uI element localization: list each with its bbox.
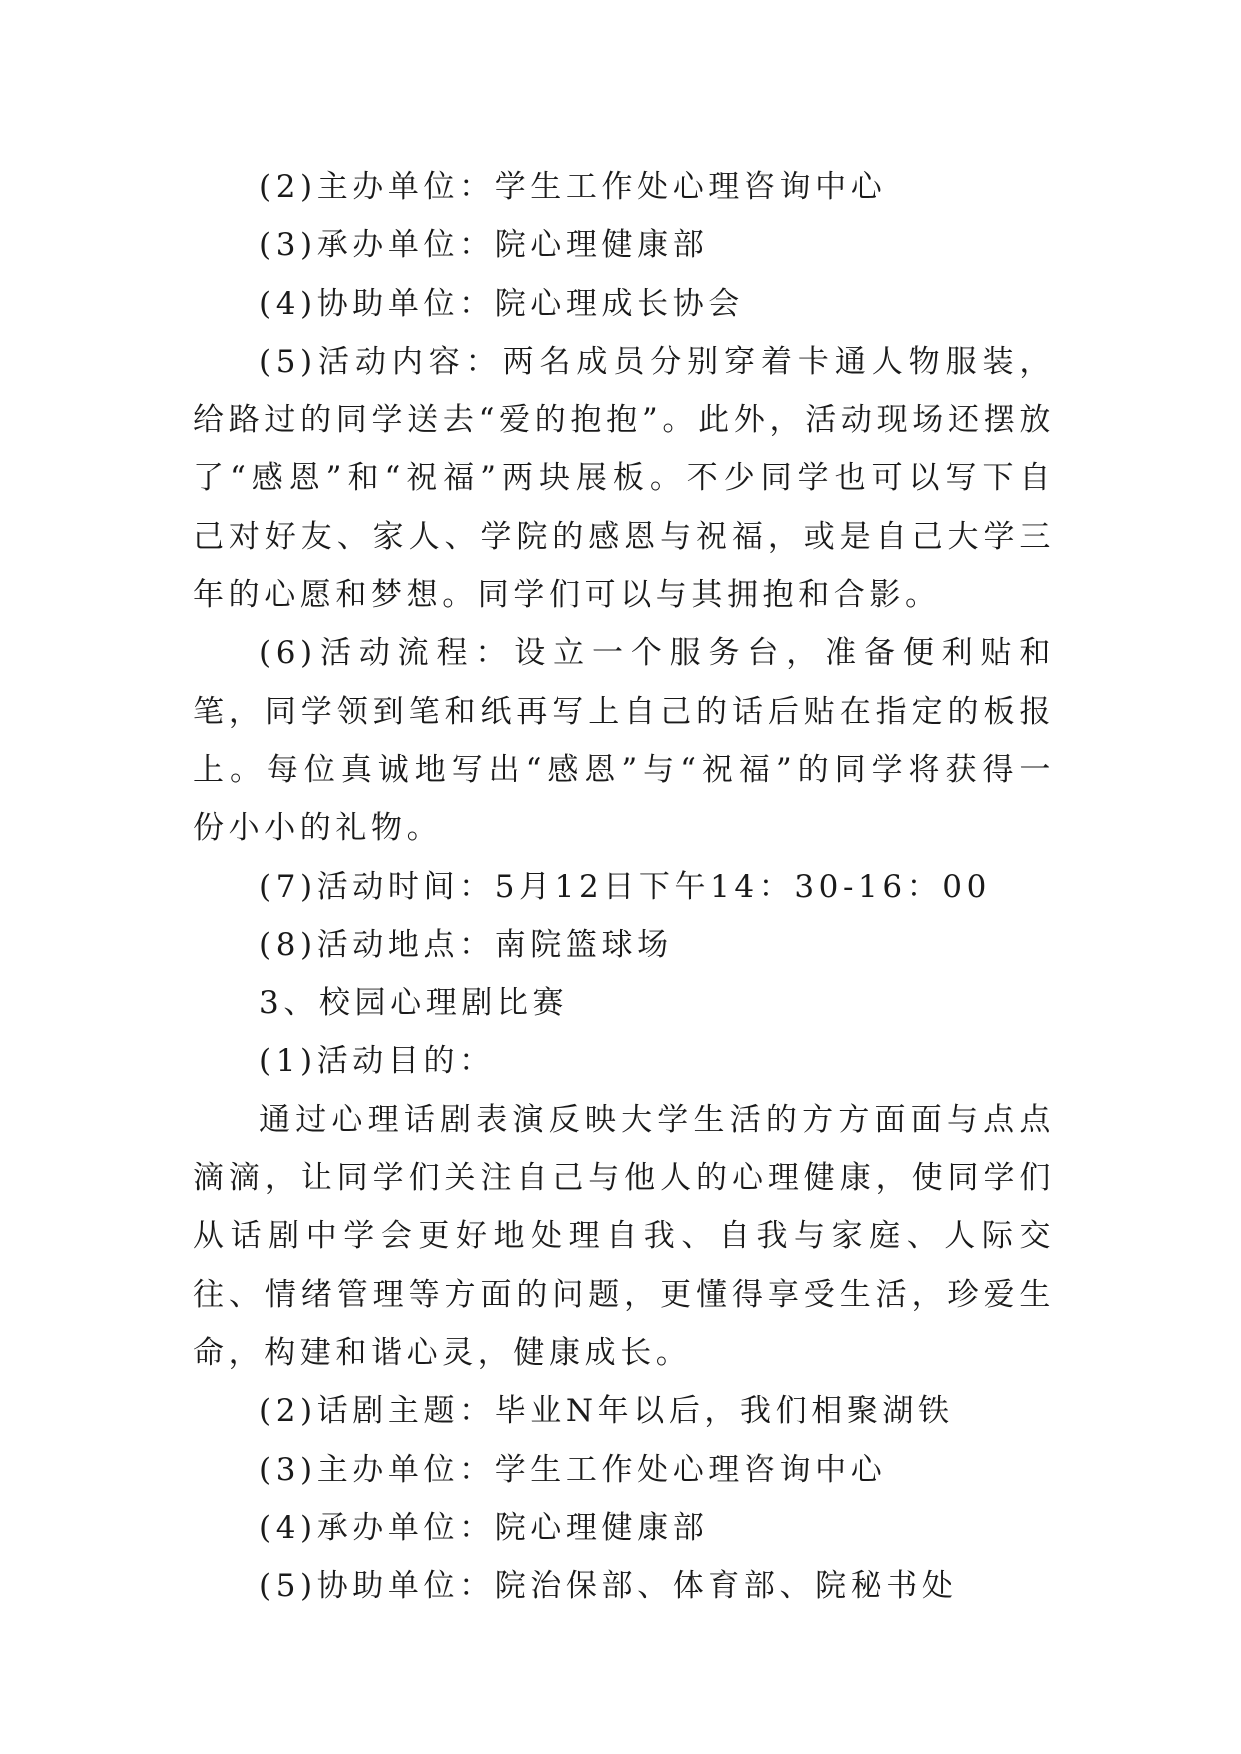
paragraph-activity-location: (8)活动地点：南院篮球场 — [259, 926, 673, 963]
paragraph-activity-content: (5)活动内容：两名成员分别穿着卡通人物服装，给路过的同学送去“爱的抱抱”。此外，活动现场还摆放了“感恩”和“祝福”两块展板。不少同学也可以写下自己对好友、家人、学院的感恩与祝福，或是自己大学三年的心愿和梦想。同学们可以与其拥抱和合影。 — [193, 343, 1055, 614]
paragraph-purpose-label: (1)活动目的： — [259, 1043, 495, 1080]
paragraph-purpose: 通过心理话剧表演反映大学生活的方方面面与点点滴滴，让同学们关注自己与他人的心理健康，使同学们从话剧中学会更好地处理自我、自我与家庭、人际交往、情绪管理等方面的问题，更懂得享受生活，珍爱生命，构建和谐心灵，健康成长。 — [193, 1101, 1055, 1371]
paragraph-activity-time: (7)活动时间：5月12日下午14：30-16：00 — [259, 868, 991, 905]
paragraph-organizer-2: (3)主办单位：学生工作处心理咨询中心 — [259, 1451, 887, 1488]
paragraph-assist: (4)协助单位：院心理成长协会 — [259, 285, 744, 322]
paragraph-assist-2: (5)协助单位：院治保部、体育部、院秘书处 — [259, 1568, 958, 1605]
paragraph-host: (3)承办单位：院心理健康部 — [259, 227, 709, 264]
section-heading: 3、校园心理剧比赛 — [259, 985, 569, 1022]
document-body — [193, 158, 1055, 1615]
paragraph-organizer: (2)主办单位：学生工作处心理咨询中心 — [259, 169, 887, 205]
paragraph-activity-process: (6)活动流程：设立一个服务台，准备便利贴和笔，同学领到笔和纸再写上自己的话后贴在指定的板报上。每位真诚地写出“感恩”与“祝福”的同学将获得一份小小的礼物。 — [193, 635, 1055, 847]
paragraph-theme: (2)话剧主题：毕业N年以后，我们相聚湖铁 — [259, 1393, 954, 1430]
paragraph-host-2: (4)承办单位：院心理健康部 — [259, 1509, 709, 1546]
